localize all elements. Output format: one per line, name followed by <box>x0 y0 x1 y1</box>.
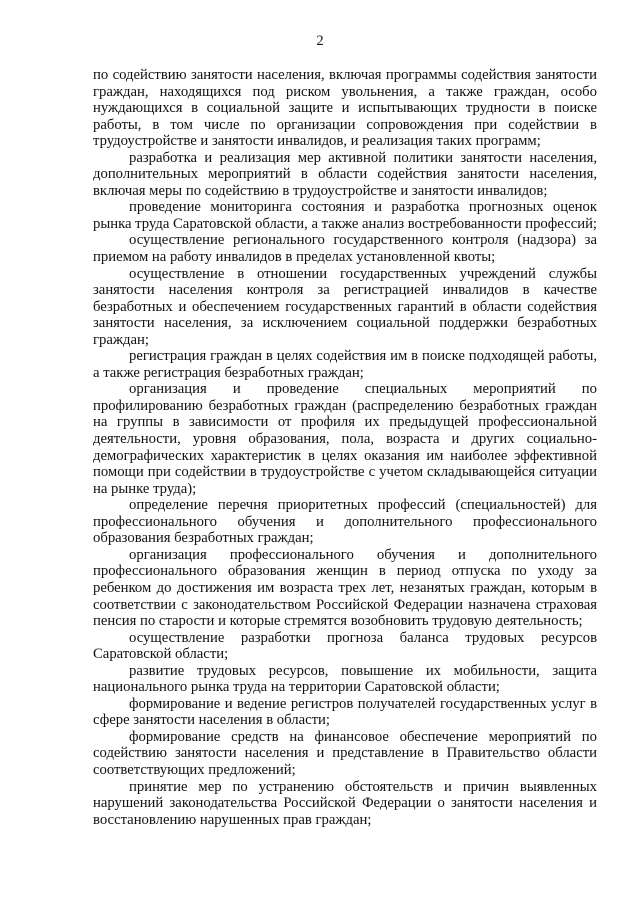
document-body <box>93 67 597 828</box>
paragraph: по содействию занятости населения, включая программы содействия занятости граждан, находящихся под риском увольнения, а также граждан, особо нуждающихся в социальной защите и испытывающих трудности в поиске работы, в том числе по организации сопровождения при содействии в трудоустройстве и занятости инвалидов, и реализация таких программ; <box>93 67 597 150</box>
paragraph: осуществление разработки прогноза баланса трудовых ресурсов Саратовской области; <box>93 629 597 663</box>
paragraph: формирование средств на финансовое обеспечение мероприятий по содействию занятости населения и представление в Правительство области соответствующих предложений; <box>93 728 597 778</box>
paragraph: проведение мониторинга состояния и разработка прогнозных оценок рынка труда Саратовской области, а также анализ востребованности профессий; <box>93 199 598 232</box>
paragraph: осуществление в отношении государственных учреждений службы занятости населения контроля за регистрацией инвалидов в качестве безработных и обеспечением государственных гарантий в области содействия занятости населения, за исключением социальной поддержки безработных граждан; <box>93 265 597 348</box>
paragraph: формирование и ведение регистров получателей государственных услуг в сфере занятости населения в области; <box>93 695 597 729</box>
paragraph: принятие мер по устранению обстоятельств и причин выявленных нарушений законодательства Российской Федерации о занятости населения и восстановлению нарушенных прав граждан; <box>93 778 597 828</box>
paragraph: осуществление регионального государственного контроля (надзора) за приемом на работу инвалидов в пределах установленной квоты; <box>93 232 597 266</box>
paragraph: регистрация граждан в целях содействия им в поиске подходящей работы, а также регистрация безработных граждан; <box>93 348 597 381</box>
paragraph: определение перечня приоритетных профессий (специальностей) для профессионального обучения и дополнительного профессионального образования безработных граждан; <box>93 497 597 547</box>
paragraph: развитие трудовых ресурсов, повышение их мобильности, защита национального рынка труда на территории Саратовской области; <box>93 662 597 696</box>
paragraph: организация профессионального обучения и дополнительного профессионального образования женщин в период отпуска по уходу за ребенком до достижения им возраста трех лет, незанятых граждан, которым в соответствии с законодательством Российской Федерации назначена страховая пенсия по старости и которые стремятся возобновить трудовую деятельность; <box>93 546 597 630</box>
page-number: 2 <box>316 33 324 49</box>
paragraph: организация и проведение специальных мероприятий по профилированию безработных граждан (распределению безработных граждан на группы в зависимости от профиля их предыдущей профессиональной деятельности, уровня образования, пола, возраста и других социально-демографических характеристик в целях оказания им наиболее эффективной помощи при содействии в трудоустройстве с учетом складывающейся ситуации на рынке труда); <box>93 381 597 497</box>
paragraph: разработка и реализация мер активной политики занятости населения, дополнительных мероприятий в области содействия занятости населения, включая меры по содействию в трудоустройстве и занятости инвалидов; <box>93 149 597 199</box>
